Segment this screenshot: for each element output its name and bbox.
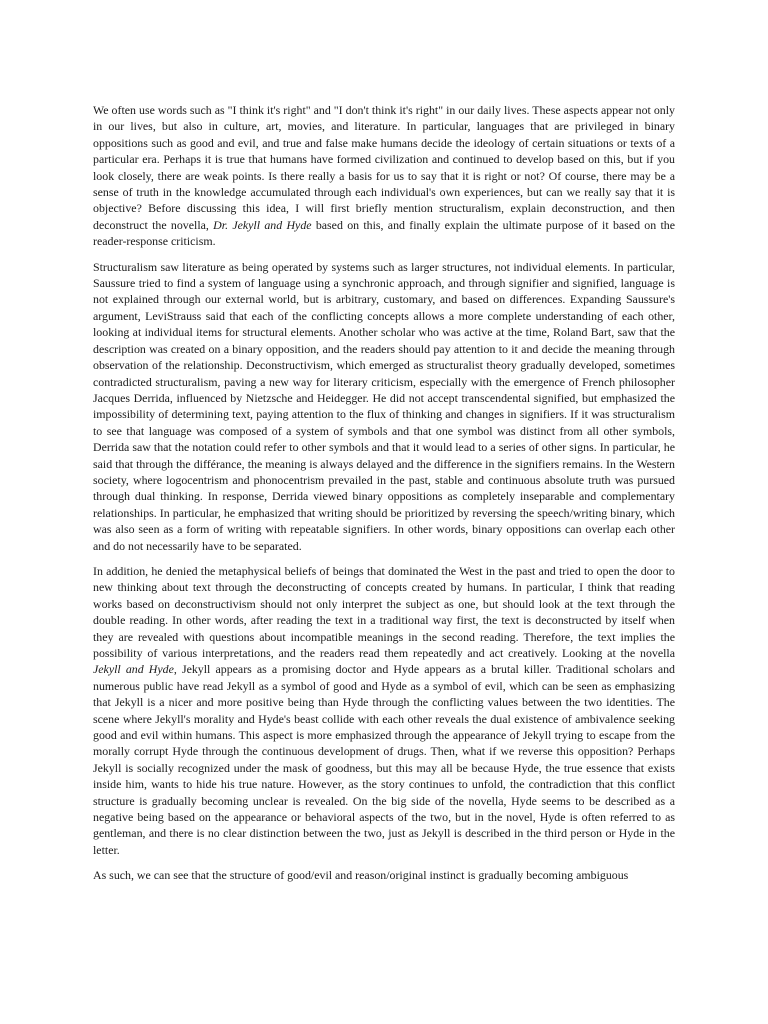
paragraph-3-text-b: , Jekyll appears as a promising doctor and Hyde appears as a brutal killer. Traditional scholars and numerous public have read Jekyll as a symbol of good and Hyde as a symbol of evil, which can be seen as emphasizing that Jekyll is a nicer and more positive being than Hyde through the conflicting values between the two identities. The scene where Jekyll's morality and Hyde's beast collide with each other reveals the dual existence of ambivalence seeking good and evil within humans. This aspect is more emphasized through the appearance of Jekyll trying to escape from the morally corrupt Hyde through the continuous development of drugs. Then, what if we reverse this opposition? Perhaps Jekyll is socially recognized under the mask of goodness, but this may all be because Hyde, the true essence that exists inside him, wants to hide his true nature. However, as the story continues to unfold, the contradiction that this conflict structure is gradually becoming unclear is revealed. On the big side of the novella, Hyde seems to be described as a negative being based on the appearance or behavioral aspects of the two, but in the novel, Hyde is often referred to as gentleman, and there is no clear distinction between the two, just as Jekyll is described in the third person or Hyde in the letter. bbox=[93, 662, 676, 857]
paragraph-1 bbox=[93, 102, 675, 250]
paragraph-4 bbox=[93, 867, 675, 883]
paragraph-1-text-a: We often use words such as "I think it's right" and "I don't think it's right" in our daily lives. These aspects appear not only in our lives, but also in culture, art, movies, and literature. In particular, languages that are privileged in binary oppositions such as good and evil, and true and false make humans decide the ideology of certain situations or texts of a particular era. Perhaps it is true that humans have formed civilization and continued to develop based on this, but if you look closely, there are weak points. Is there really a basis for us to say that it is right or not? Of course, there may be a sense of truth in the knowledge accumulated through each individual's own experiences, but can we really say that it is objective? Before discussing this idea, I will first briefly mention structuralism, explain deconstruction, and then deconstruct the novella, bbox=[93, 103, 675, 232]
novella-title-italic-2: Jekyll and Hyde bbox=[93, 662, 174, 677]
paragraph-3 bbox=[93, 563, 675, 858]
paragraph-1-text-b: based on this, and finally explain the ultimate purpose of it based on the reader-response criticism. bbox=[93, 217, 675, 249]
paragraph-2-text: Structuralism saw literature as being operated by systems such as larger structures, not individual elements. In particular, Saussure tried to find a system of language using a synchronic approach, and through signifier and signified, language is not explained through our external world, but is arbitrary, customary, and based on differences. Expanding Saussure's argument, LeviStrauss said that each of the conflicting concepts allows a more complete understanding of each other, looking at individual items for structural elements. Another scholar who was active at the time, Roland Bart, saw that the description was created on a binary opposition, and the readers should pay attention to it and decide the meaning through observation of the relationship. Deconstructivism, which emerged as structuralist theory gradually developed, sometimes contradicted structuralism, paving a new way for literary criticism, especially with the emergence of French philosopher Jacques Derrida, influenced by Nietzsche and Heidegger. He did not accept transcendental signified, but emphasized the impossibility of determining text, paying attention to the flux of thinking and changes in signifiers. If it was structuralism to see that language was composed of a system of symbols and that one symbol was distinct from all other symbols, Derrida saw that the notation could refer to other symbols and that it would lead to a series of other signs. In particular, he said that through the différance, the meaning is always delayed and the difference in the signifiers remains. In the Western society, where logocentrism and phonocentrism prevailed in the past, stable and continuous absolute truth was pursued through dual thinking. In response, Derrida viewed binary oppositions as completely inseparable and complementary relationships. In particular, he emphasized that writing should be prioritized by reversing the speech/writing binary, which was also seen as a form of writing with repeatable signifiers. In other words, binary oppositions can overlap each other and do not necessarily have to be separated. bbox=[93, 259, 675, 553]
novella-title-italic: Dr. Jekyll and Hyde bbox=[213, 217, 312, 232]
paragraph-3-text-a: In addition, he denied the metaphysical beliefs of beings that dominated the West in the past and tried to open the door to new thinking about text through the deconstructing of concepts created by humans. In particular, I think that reading works based on deconstructivism should not only interpret the subject as one, but should look at the text through the double reading. In other words, after reading the text in a traditional way first, the text is deconstructed by itself when they are revealed with questions about incompatible meanings in the second reading. Therefore, the text implies the possibility of various interpretations, and the readers read them repeatedly and act creatively. Looking at the novella bbox=[93, 563, 675, 660]
paragraph-2 bbox=[93, 259, 675, 554]
paragraph-4-text: As such, we can see that the structure of good/evil and reason/original instinct is gradually becoming ambiguous bbox=[93, 868, 629, 883]
document-page bbox=[93, 102, 675, 884]
